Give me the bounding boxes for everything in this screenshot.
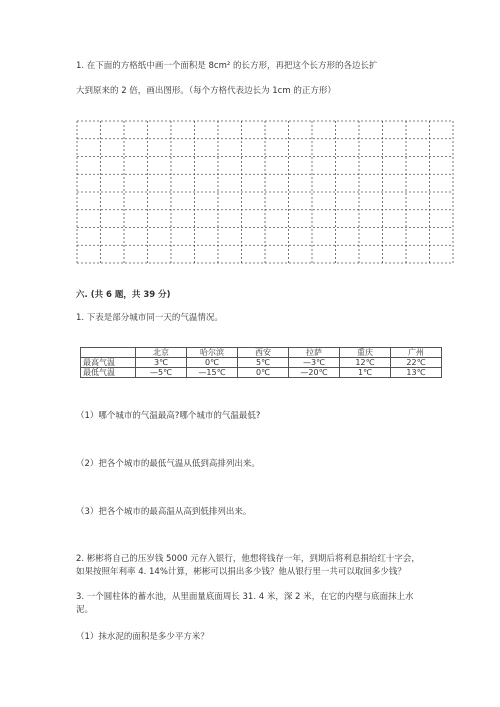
table-cell: —20℃ bbox=[289, 368, 340, 378]
question-1-line-1: 1. 在下面的方格纸中画一个面积是 8cm² 的长方形，再把这个长方形的各边长扩 bbox=[76, 61, 378, 71]
sub-question-1: （1）哪个城市的气温最高?哪个城市的气温最低? bbox=[76, 411, 261, 421]
table-cell: 5℃ bbox=[238, 358, 289, 368]
table-cell: 3℃ bbox=[136, 358, 187, 368]
city-header: 广州 bbox=[391, 348, 442, 358]
city-header: 哈尔滨 bbox=[187, 348, 238, 358]
city-header: 拉萨 bbox=[289, 348, 340, 358]
row-label: 最高气温 bbox=[81, 358, 136, 368]
question-cylinder-pool: 3. 一个圆柱体的蓄水池，从里面量底面周长 31. 4 米，深 2 米，在它的内壁与底面抹上水泥。 bbox=[76, 592, 414, 615]
table-cell: 12℃ bbox=[340, 358, 391, 368]
temperature-table bbox=[80, 347, 442, 378]
table-corner-cell bbox=[81, 348, 136, 358]
question-1-line-2: 大到原来的 2 倍，画出图形。（每个方格代表边长为 1cm 的正方形） bbox=[76, 86, 336, 96]
sub-question-3: （3）把各个城市的最高温从高到低排列出来。 bbox=[76, 507, 252, 517]
table-row bbox=[81, 368, 442, 378]
question-temperature-intro: 1. 下表是部分城市同一天的气温情况。 bbox=[76, 313, 223, 323]
table-cell: —15℃ bbox=[187, 368, 238, 378]
question-savings: 2. 彬彬将自己的压岁钱 5000 元存入银行，他想将钱存一年，到期后将利息捐给红十字会，如果按照年利率 4. 14%计算，彬彬可以捐出多少钱？他从银行里一共可以取回多少钱？ bbox=[76, 554, 420, 577]
cylinder-sub-question-1: （1）抹水泥的面积是多少平方米？ bbox=[76, 632, 209, 642]
table-cell: 0℃ bbox=[187, 358, 238, 368]
sub-question-2: （2）把各个城市的最低气温从低到高排列出来。 bbox=[76, 459, 260, 469]
city-header: 西安 bbox=[238, 348, 289, 358]
table-cell: —5℃ bbox=[136, 368, 187, 378]
table-cell: 13℃ bbox=[391, 368, 442, 378]
city-header: 重庆 bbox=[340, 348, 391, 358]
table-cell: 22℃ bbox=[391, 358, 442, 368]
row-label: 最低气温 bbox=[81, 368, 136, 378]
table-cell: 0℃ bbox=[238, 368, 289, 378]
section-title: 六. (共 6 题，共 39 分) bbox=[76, 290, 171, 300]
table-row bbox=[81, 358, 442, 368]
table-header-row bbox=[81, 348, 442, 358]
square-grid-paper bbox=[76, 120, 454, 264]
table-cell: —3℃ bbox=[289, 358, 340, 368]
city-header: 北京 bbox=[136, 348, 187, 358]
table-cell: 1℃ bbox=[340, 368, 391, 378]
